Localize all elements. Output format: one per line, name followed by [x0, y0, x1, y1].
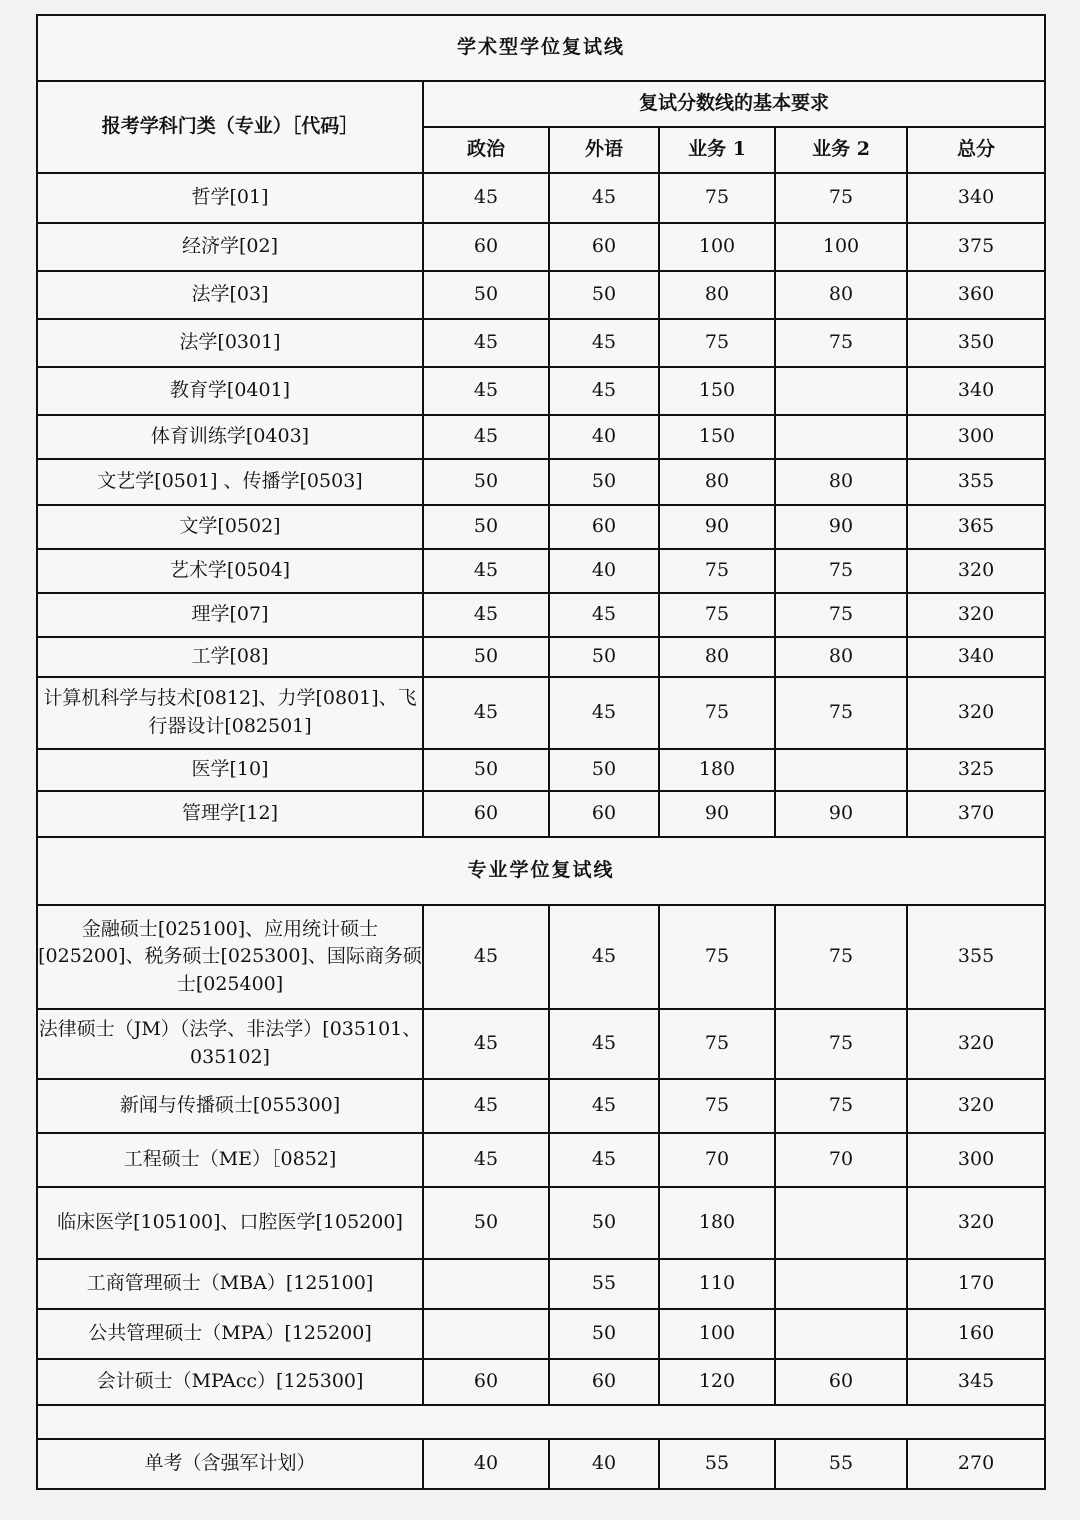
score-cell-politics: 50 [423, 749, 549, 791]
score-cell-foreign-language: 60 [549, 1359, 659, 1405]
score-cell-foreign-language: 60 [549, 791, 659, 837]
spacer-row [37, 1405, 1045, 1439]
column-header-subject-2: 业务 2 [775, 127, 907, 173]
header-row-1 [37, 81, 1045, 127]
score-cell-total: 320 [907, 1079, 1045, 1133]
score-cell-politics: 50 [423, 637, 549, 677]
column-header-foreign-language: 外语 [549, 127, 659, 173]
score-cell-subject-2 [775, 1309, 907, 1359]
table-row [37, 791, 1045, 837]
score-cell-politics: 45 [423, 173, 549, 223]
score-cell-subject-1: 180 [659, 1187, 775, 1259]
professional-title-row [37, 837, 1045, 905]
score-cell-total: 160 [907, 1309, 1045, 1359]
score-cell-foreign-language: 45 [549, 1079, 659, 1133]
score-cell-subject-1: 80 [659, 459, 775, 505]
table-row [37, 1309, 1045, 1359]
score-cell-politics: 60 [423, 223, 549, 271]
score-cell-subject-1: 90 [659, 791, 775, 837]
score-cell-subject-2: 90 [775, 791, 907, 837]
score-cell-subject-2: 75 [775, 593, 907, 637]
table-row [37, 749, 1045, 791]
academic-title: 学术型学位复试线 [37, 15, 1045, 81]
table-row [37, 549, 1045, 593]
score-cell-politics: 50 [423, 459, 549, 505]
score-cell-subject-2: 70 [775, 1133, 907, 1187]
score-cell-subject-1: 75 [659, 1079, 775, 1133]
table-row [37, 905, 1045, 1009]
subject-cell: 工学[08] [37, 637, 423, 677]
score-cell-subject-1: 75 [659, 593, 775, 637]
score-cell-politics: 45 [423, 319, 549, 367]
table-row [37, 367, 1045, 415]
table-row [37, 1009, 1045, 1079]
subject-cell: 法学[03] [37, 271, 423, 319]
subject-cell: 计算机科学与技术[0812]、力学[0801]、飞行器设计[082501] [37, 677, 423, 749]
score-cell-foreign-language: 45 [549, 319, 659, 367]
subject-cell: 会计硕士（MPAcc）[125300] [37, 1359, 423, 1405]
score-cell-foreign-language: 60 [549, 505, 659, 549]
score-cell-subject-2 [775, 1259, 907, 1309]
requirement-header: 复试分数线的基本要求 [423, 81, 1045, 127]
score-cell-foreign-language: 50 [549, 1187, 659, 1259]
score-cell-foreign-language: 40 [549, 1439, 659, 1489]
score-cell-foreign-language: 50 [549, 637, 659, 677]
subject-cell: 哲学[01] [37, 173, 423, 223]
score-cell-subject-1: 75 [659, 677, 775, 749]
score-cell-foreign-language: 55 [549, 1259, 659, 1309]
score-cell-foreign-language: 50 [549, 1309, 659, 1359]
subject-cell: 体育训练学[0403] [37, 415, 423, 459]
score-cell-subject-1: 75 [659, 549, 775, 593]
score-cell-politics: 45 [423, 1079, 549, 1133]
score-cell-politics: 45 [423, 549, 549, 593]
table-row [37, 1439, 1045, 1489]
subject-cell: 临床医学[105100]、口腔医学[105200] [37, 1187, 423, 1259]
professional-title: 专业学位复试线 [37, 837, 1045, 905]
score-cell-total: 340 [907, 367, 1045, 415]
score-cell-subject-2: 75 [775, 905, 907, 1009]
table-row [37, 1079, 1045, 1133]
score-cell-total: 360 [907, 271, 1045, 319]
subject-cell: 公共管理硕士（MPA）[125200] [37, 1309, 423, 1359]
score-cell-subject-2: 75 [775, 1009, 907, 1079]
score-cell-total: 320 [907, 549, 1045, 593]
score-cell-politics: 45 [423, 1009, 549, 1079]
column-header-subject-1: 业务 1 [659, 127, 775, 173]
column-header-total: 总分 [907, 127, 1045, 173]
score-cell-total: 355 [907, 905, 1045, 1009]
table-row [37, 415, 1045, 459]
score-cell-subject-1: 75 [659, 905, 775, 1009]
subject-cell: 理学[07] [37, 593, 423, 637]
score-cell-total: 365 [907, 505, 1045, 549]
score-cell-total: 370 [907, 791, 1045, 837]
score-cell-subject-2: 75 [775, 173, 907, 223]
subject-cell: 工商管理硕士（MBA）[125100] [37, 1259, 423, 1309]
score-cell-total: 270 [907, 1439, 1045, 1489]
subject-cell: 法律硕士（JM）（法学、非法学）[035101、035102] [37, 1009, 423, 1079]
score-cell-foreign-language: 50 [549, 749, 659, 791]
table-row [37, 459, 1045, 505]
score-cell-total: 300 [907, 1133, 1045, 1187]
score-cell-subject-1: 80 [659, 637, 775, 677]
score-cell-politics: 45 [423, 677, 549, 749]
score-cell-foreign-language: 45 [549, 173, 659, 223]
table-row [37, 173, 1045, 223]
score-cell-foreign-language: 45 [549, 367, 659, 415]
subject-cell: 医学[10] [37, 749, 423, 791]
table-row [37, 677, 1045, 749]
score-cell-subject-2 [775, 749, 907, 791]
score-cell-subject-1: 100 [659, 223, 775, 271]
score-cell-total: 340 [907, 637, 1045, 677]
subject-cell: 单考（含强军计划） [37, 1439, 423, 1489]
score-cell-foreign-language: 45 [549, 1009, 659, 1079]
subject-cell: 文学[0502] [37, 505, 423, 549]
score-cell-subject-2 [775, 415, 907, 459]
column-header-politics: 政治 [423, 127, 549, 173]
score-cell-total: 320 [907, 677, 1045, 749]
spacer-cell [37, 1405, 1045, 1439]
table-row [37, 1359, 1045, 1405]
score-cell-subject-1: 75 [659, 319, 775, 367]
score-cell-total: 325 [907, 749, 1045, 791]
score-cell-total: 320 [907, 1187, 1045, 1259]
score-cell-foreign-language: 50 [549, 459, 659, 505]
score-cell-subject-2: 80 [775, 637, 907, 677]
score-cell-subject-1: 180 [659, 749, 775, 791]
score-cell-subject-1: 75 [659, 1009, 775, 1079]
score-cell-foreign-language: 40 [549, 549, 659, 593]
score-cell-subject-2: 75 [775, 319, 907, 367]
score-cell-total: 350 [907, 319, 1045, 367]
score-cell-subject-2: 55 [775, 1439, 907, 1489]
table-row [37, 319, 1045, 367]
subject-cell: 金融硕士[025100]、应用统计硕士[025200]、税务硕士[025300]、国际商务硕士[025400] [37, 905, 423, 1009]
score-cell-subject-2 [775, 1187, 907, 1259]
score-cell-politics: 45 [423, 1133, 549, 1187]
score-cell-subject-1: 120 [659, 1359, 775, 1405]
score-cell-subject-1: 150 [659, 415, 775, 459]
score-cell-foreign-language: 60 [549, 223, 659, 271]
score-cell-politics: 50 [423, 1187, 549, 1259]
score-cell-subject-1: 100 [659, 1309, 775, 1359]
academic-title-row [37, 15, 1045, 81]
score-cell-subject-1: 90 [659, 505, 775, 549]
score-cell-politics: 60 [423, 1359, 549, 1405]
score-cell-subject-2: 60 [775, 1359, 907, 1405]
score-cell-politics [423, 1309, 549, 1359]
subject-cell: 艺术学[0504] [37, 549, 423, 593]
score-cell-subject-2 [775, 367, 907, 415]
score-cell-total: 300 [907, 415, 1045, 459]
subject-cell: 教育学[0401] [37, 367, 423, 415]
score-cell-subject-1: 75 [659, 173, 775, 223]
table-row [37, 1187, 1045, 1259]
score-cell-subject-2: 80 [775, 271, 907, 319]
subject-cell: 法学[0301] [37, 319, 423, 367]
score-cell-total: 375 [907, 223, 1045, 271]
table-row [37, 1133, 1045, 1187]
subject-header: 报考学科门类（专业）［代码］ [37, 81, 423, 173]
score-cell-foreign-language: 45 [549, 905, 659, 1009]
table-row [37, 223, 1045, 271]
score-cell-politics: 50 [423, 271, 549, 319]
score-cell-foreign-language: 45 [549, 1133, 659, 1187]
score-cell-total: 345 [907, 1359, 1045, 1405]
table-row [37, 593, 1045, 637]
score-cell-subject-1: 70 [659, 1133, 775, 1187]
score-cell-politics: 50 [423, 505, 549, 549]
score-cell-subject-2: 100 [775, 223, 907, 271]
score-cell-subject-1: 55 [659, 1439, 775, 1489]
score-cell-politics: 45 [423, 905, 549, 1009]
subject-cell: 工程硕士（ME）［0852] [37, 1133, 423, 1187]
score-cell-subject-1: 80 [659, 271, 775, 319]
score-cell-politics: 45 [423, 415, 549, 459]
score-cell-subject-2: 90 [775, 505, 907, 549]
score-cell-total: 320 [907, 1009, 1045, 1079]
table-row [37, 1259, 1045, 1309]
score-cell-subject-2: 75 [775, 549, 907, 593]
score-cell-subject-1: 110 [659, 1259, 775, 1309]
score-cell-total: 170 [907, 1259, 1045, 1309]
score-cell-politics: 40 [423, 1439, 549, 1489]
score-cell-politics: 45 [423, 367, 549, 415]
score-cell-subject-2: 75 [775, 677, 907, 749]
score-cell-politics: 45 [423, 593, 549, 637]
score-cell-subject-2: 80 [775, 459, 907, 505]
score-cell-foreign-language: 45 [549, 593, 659, 637]
score-cell-subject-2: 75 [775, 1079, 907, 1133]
table-row [37, 271, 1045, 319]
score-cell-foreign-language: 45 [549, 677, 659, 749]
score-cell-total: 320 [907, 593, 1045, 637]
subject-cell: 新闻与传播硕士[055300] [37, 1079, 423, 1133]
subject-cell: 文艺学[0501] 、传播学[0503] [37, 459, 423, 505]
score-cell-politics: 60 [423, 791, 549, 837]
subject-cell: 管理学[12] [37, 791, 423, 837]
table-row [37, 637, 1045, 677]
score-cell-foreign-language: 50 [549, 271, 659, 319]
score-cell-total: 355 [907, 459, 1045, 505]
score-cell-foreign-language: 40 [549, 415, 659, 459]
score-cell-subject-1: 150 [659, 367, 775, 415]
score-table [36, 14, 1046, 1490]
subject-cell: 经济学[02] [37, 223, 423, 271]
score-cell-total: 340 [907, 173, 1045, 223]
table-row [37, 505, 1045, 549]
score-cell-politics [423, 1259, 549, 1309]
